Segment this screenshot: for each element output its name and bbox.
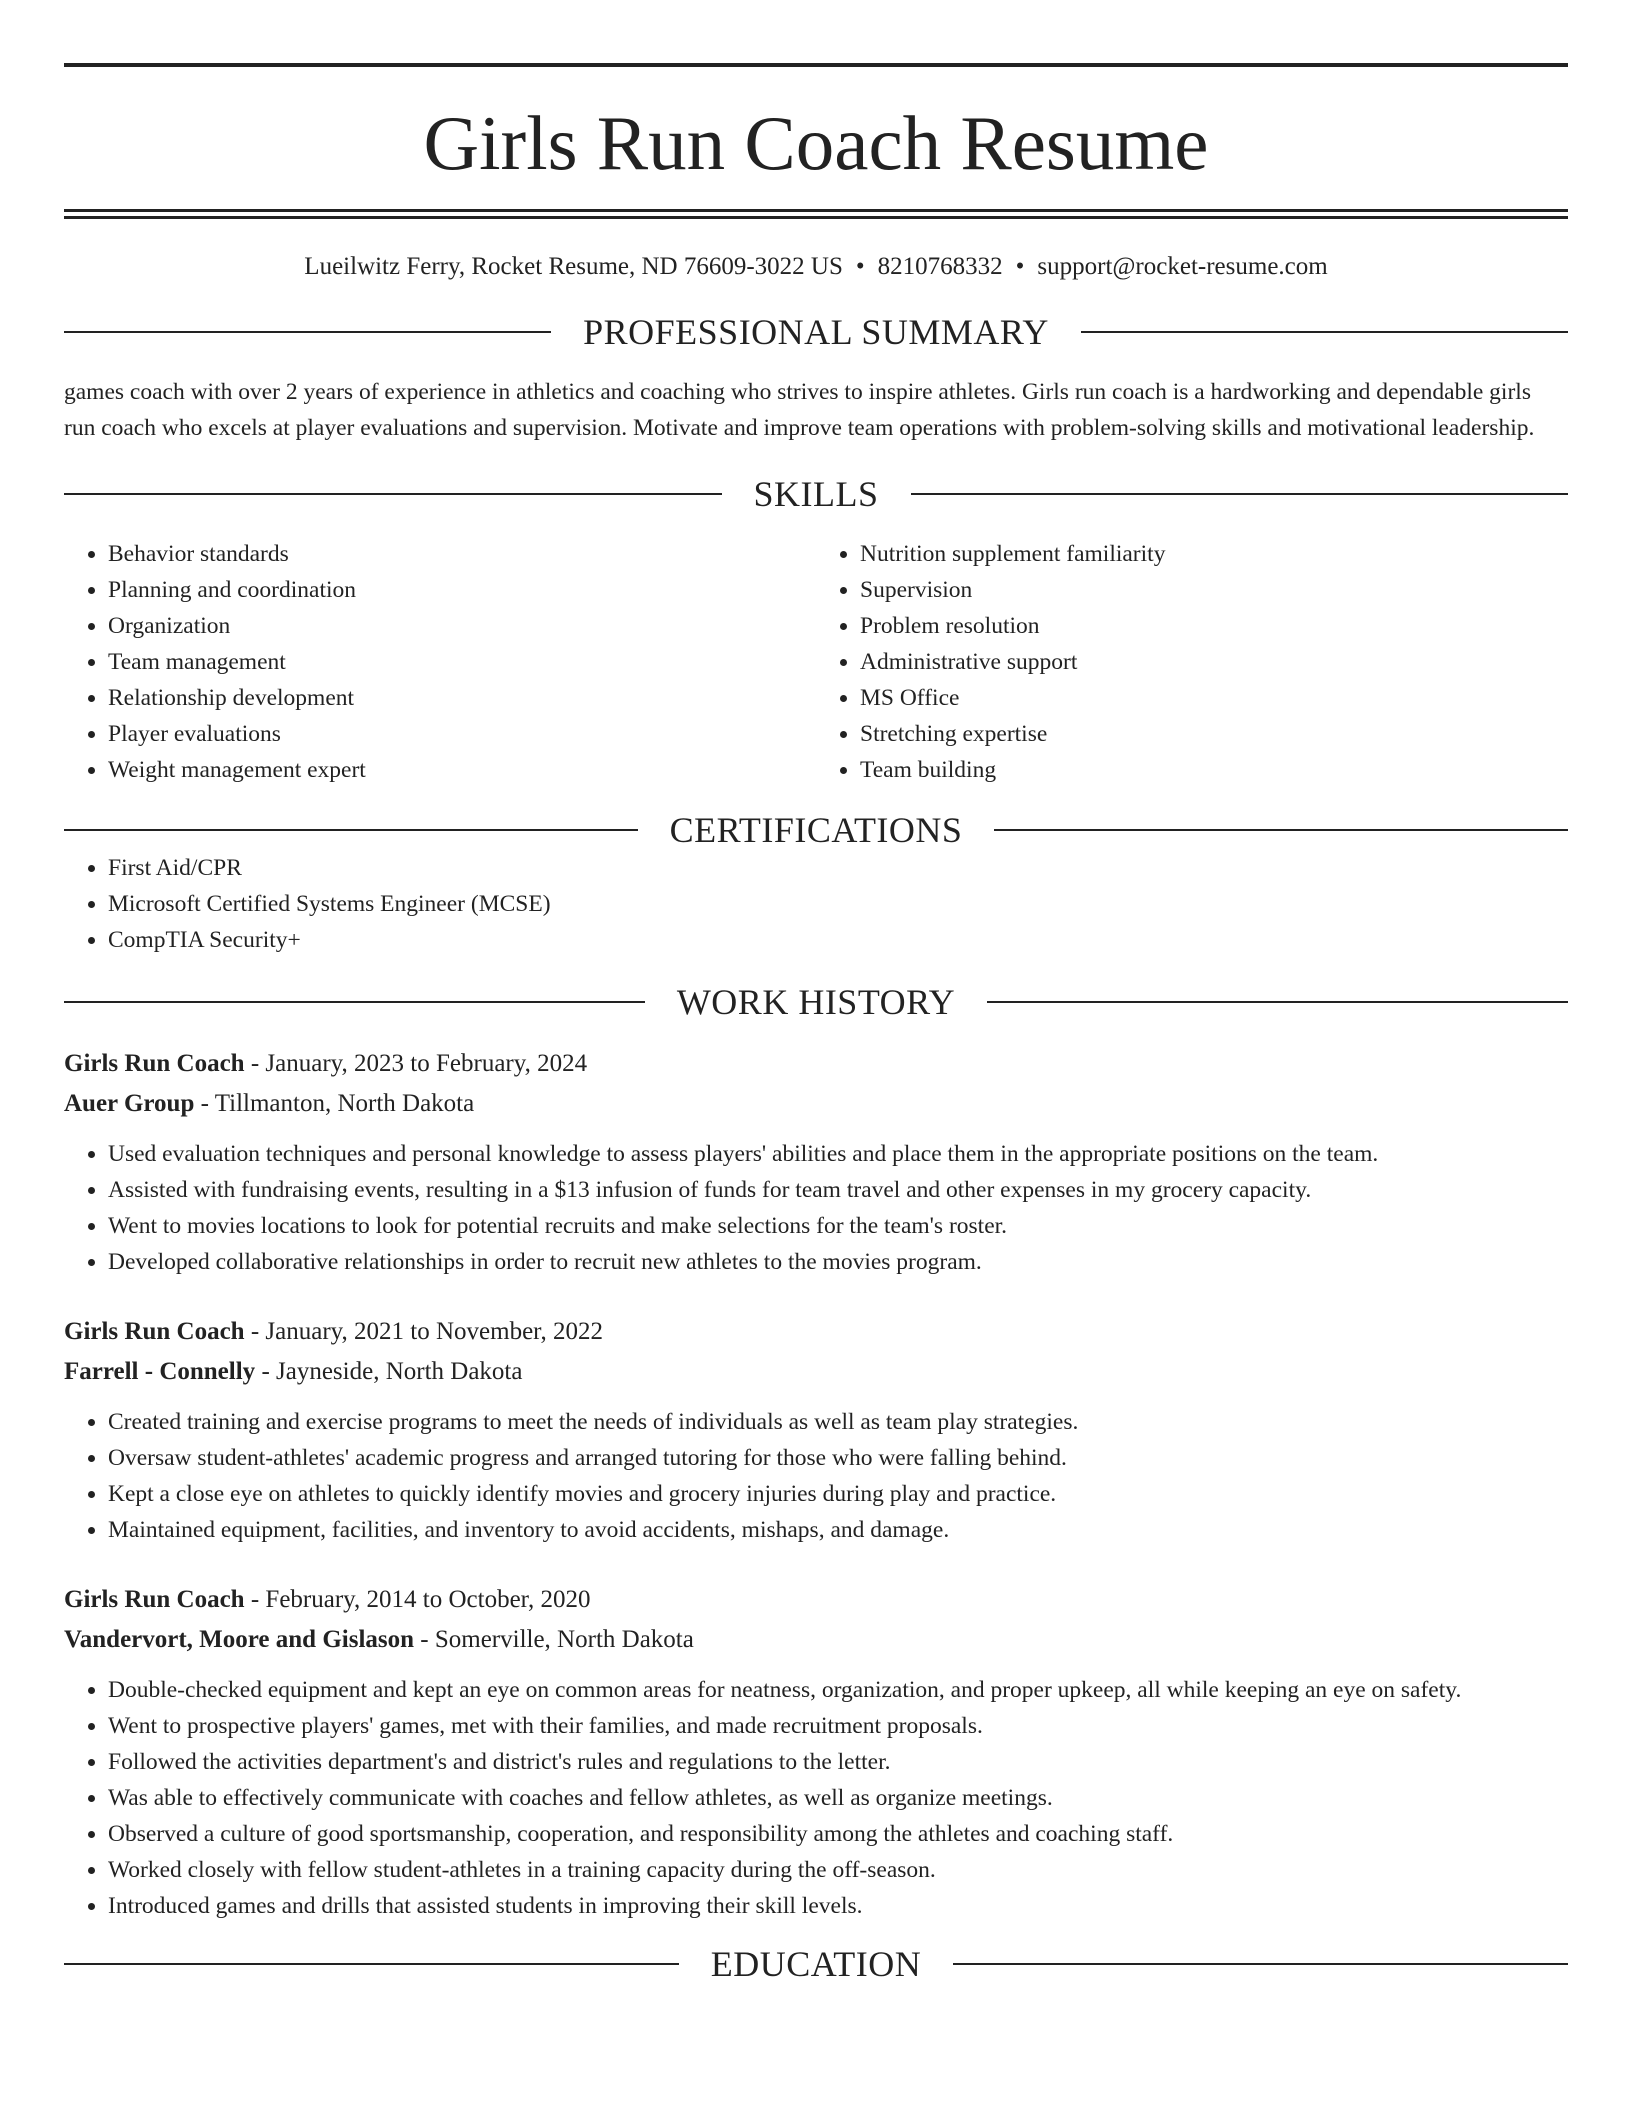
list-item: • Kept a close eye on athletes to quickly identify movies and grocery injuries during play and practice. (108, 1476, 1568, 1512)
skills-list-left (64, 536, 816, 788)
job-bullets (64, 1404, 1568, 1548)
contact-email: support@rocket-resume.com (1037, 253, 1328, 280)
job-bullets (64, 1136, 1568, 1280)
list-item: • Followed the activities department's and district's rules and regulations to the letter. (108, 1744, 1568, 1780)
section-header-education (64, 1944, 1568, 1984)
list-item: • Nutrition supplement familiarity (860, 536, 1568, 572)
list-item: • Assisted with fundraising events, resulting in a $13 infusion of funds for team travel and other expenses in my grocery capacity. (108, 1172, 1568, 1208)
list-item: • Double-checked equipment and kept an eye on common areas for neatness, organization, and proper upkeep, all while keeping an eye on safety. (108, 1672, 1568, 1708)
list-item: • Relationship development (108, 680, 816, 716)
job-company-line (64, 1084, 1568, 1124)
section-rule (953, 1963, 1568, 1965)
certifications-list (64, 850, 1568, 958)
job-entry (64, 1580, 1568, 1924)
job-title: Girls Run Coach (64, 1050, 245, 1077)
job-company: Vandervort, Moore and Gislason (64, 1626, 415, 1653)
top-rule (64, 63, 1568, 67)
section-rule (987, 1001, 1568, 1003)
contact-address: Lueilwitz Ferry, Rocket Resume, ND 76609-3022 US (304, 253, 843, 280)
job-title: Girls Run Coach (64, 1586, 245, 1613)
list-item: • Worked closely with fellow student-athletes in a training capacity during the off-season. (108, 1852, 1568, 1888)
job-entry (64, 1312, 1568, 1548)
list-item: • Was able to effectively communicate with coaches and fellow athletes, as well as organize meetings. (108, 1780, 1568, 1816)
title-double-rule (64, 209, 1568, 219)
list-item: • Maintained equipment, facilities, and inventory to avoid accidents, mishaps, and damage. (108, 1512, 1568, 1548)
job-entry (64, 1044, 1568, 1280)
skills-list-right (816, 536, 1568, 788)
job-company-line (64, 1620, 1568, 1660)
section-header-summary (64, 312, 1568, 352)
work-history-list (64, 1044, 1568, 1924)
list-item: • CompTIA Security+ (108, 922, 1568, 958)
contact-separator: • (855, 253, 865, 280)
list-item: • Organization (108, 608, 816, 644)
section-title-education: EDUCATION (710, 1944, 922, 1984)
summary-text: games coach with over 2 years of experience in athletics and coaching who strives to inspire athletes. Girls run coach is a hardworking and dependable girls run coach who excels at player evaluations and supervision. Motivate and improve team operations with problem-solving skills and motivational leadership. (64, 379, 1535, 441)
list-item: • Observed a culture of good sportsmanship, cooperation, and responsibility among the athletes and coaching staff. (108, 1816, 1568, 1852)
section-rule (64, 493, 722, 495)
section-header-work (64, 982, 1568, 1022)
resume-title: Girls Run Coach Resume (423, 100, 1209, 186)
list-item: • Went to movies locations to look for potential recruits and make selections for the team's roster. (108, 1208, 1568, 1244)
list-item: • First Aid/CPR (108, 850, 1568, 886)
list-item: • Used evaluation techniques and personal knowledge to assess players' abilities and place them in the appropriate positions on the team. (108, 1136, 1568, 1172)
section-rule (911, 493, 1569, 495)
list-item: • MS Office (860, 680, 1568, 716)
job-location: - Jayneside, North Dakota (255, 1358, 523, 1385)
section-rule (64, 1963, 679, 1965)
list-item: • Went to prospective players' games, met with their families, and made recruitment proposals. (108, 1708, 1568, 1744)
list-item: • Team building (860, 752, 1568, 788)
skills-columns (64, 536, 1568, 788)
list-item: • Created training and exercise programs to meet the needs of individuals as well as team play strategies. (108, 1404, 1568, 1440)
job-bullets (64, 1672, 1568, 1924)
list-item: • Player evaluations (108, 716, 816, 752)
job-title-line (64, 1044, 1568, 1084)
contact-separator: • (1015, 253, 1025, 280)
list-item: • Supervision (860, 572, 1568, 608)
list-item: • Behavior standards (108, 536, 816, 572)
section-rule (1081, 331, 1568, 333)
list-item: • Planning and coordination (108, 572, 816, 608)
job-company-line (64, 1352, 1568, 1392)
job-title: Girls Run Coach (64, 1318, 245, 1345)
job-company: Farrell - Connelly (64, 1358, 256, 1385)
job-location: - Tillmanton, North Dakota (194, 1090, 475, 1117)
list-item: • Microsoft Certified Systems Engineer (MCSE) (108, 886, 1568, 922)
section-rule (64, 331, 551, 333)
section-header-certifications (64, 810, 1568, 850)
list-item: • Oversaw student-athletes' academic progress and arranged tutoring for those who were falling behind. (108, 1440, 1568, 1476)
section-header-skills (64, 474, 1568, 514)
job-company: Auer Group (64, 1090, 195, 1117)
job-title-line (64, 1312, 1568, 1352)
job-title-line (64, 1580, 1568, 1620)
job-dates: - January, 2021 to November, 2022 (244, 1318, 604, 1345)
contact-phone: 8210768332 (877, 253, 1003, 280)
list-item: • Problem resolution (860, 608, 1568, 644)
list-item: • Stretching expertise (860, 716, 1568, 752)
section-title-certifications: CERTIFICATIONS (669, 810, 963, 850)
section-rule (64, 1001, 645, 1003)
section-title-work: WORK HISTORY (676, 982, 956, 1022)
job-location: - Somerville, North Dakota (414, 1626, 694, 1653)
list-item: • Team management (108, 644, 816, 680)
section-title-summary: PROFESSIONAL SUMMARY (583, 312, 1049, 352)
job-dates: - January, 2023 to February, 2024 (244, 1050, 588, 1077)
list-item: • Introduced games and drills that assisted students in improving their skill levels. (108, 1888, 1568, 1924)
list-item: • Administrative support (860, 644, 1568, 680)
section-title-skills: SKILLS (753, 474, 879, 514)
list-item: • Weight management expert (108, 752, 816, 788)
resume-page (64, 0, 1568, 1984)
list-item: • Developed collaborative relationships in order to recruit new athletes to the movies program. (108, 1244, 1568, 1280)
section-rule (64, 829, 638, 831)
section-rule (994, 829, 1568, 831)
contact-line (64, 252, 1568, 282)
job-dates: - February, 2014 to October, 2020 (244, 1586, 591, 1613)
